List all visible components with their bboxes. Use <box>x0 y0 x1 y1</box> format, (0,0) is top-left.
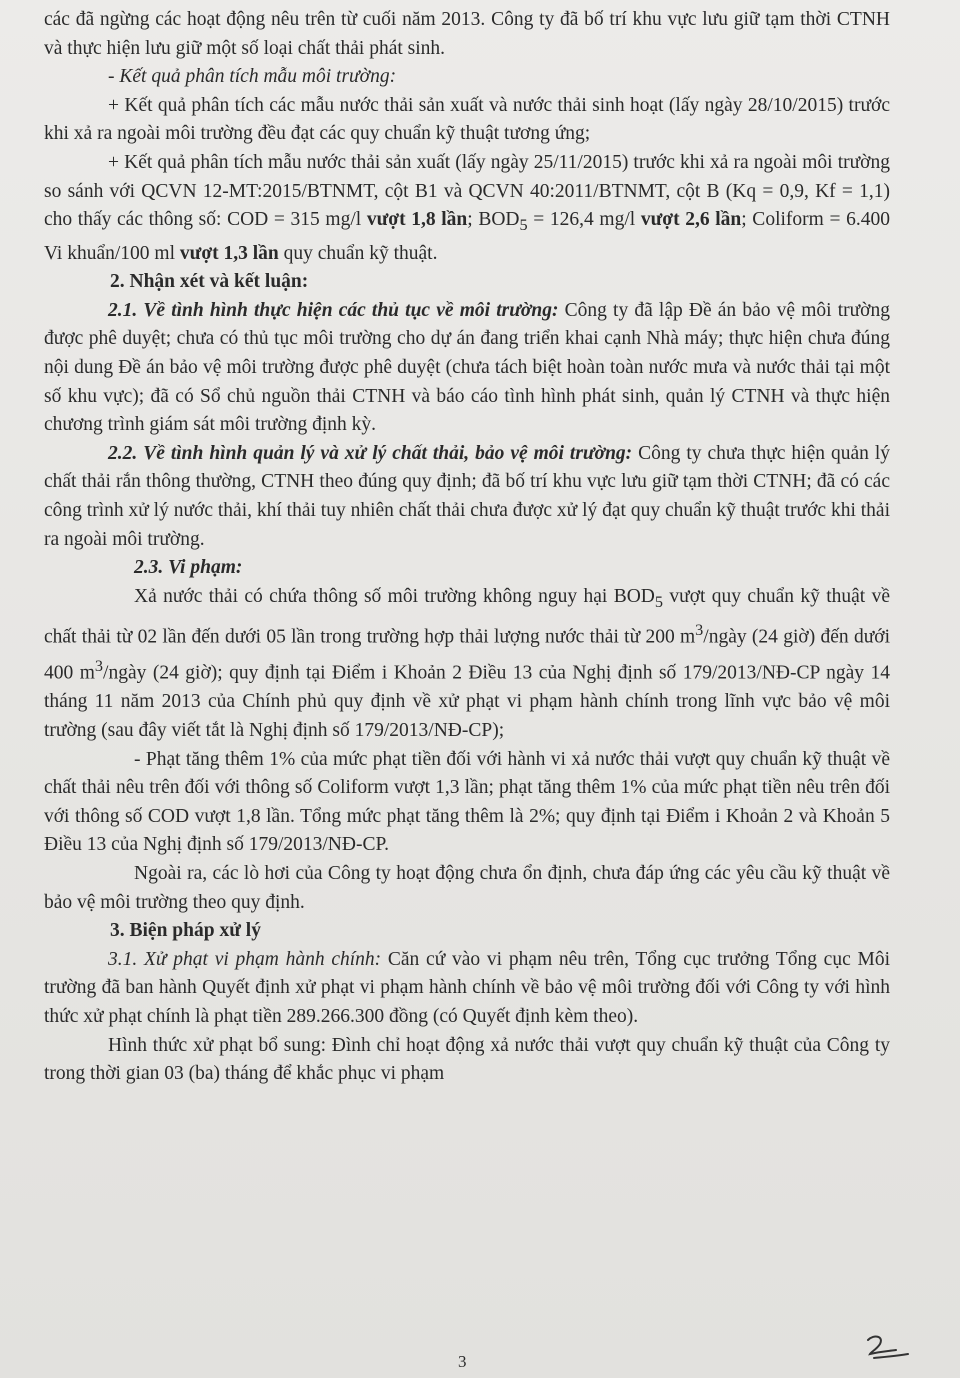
text: /ngày (24 giờ) đến dưới 400 m <box>44 626 890 684</box>
analysis-result-1: + Kết quả phân tích các mẫu nước thải sản xuất và nước thải sinh hoạt (lấy ngày 28/10/2015) trước khi xả ra ngoài môi trường đều đạt các quy chuẩn kỹ thuật tương ứng; <box>44 94 890 145</box>
violation-1 <box>44 583 890 746</box>
subscript: 5 <box>654 592 663 611</box>
superscript: 3 <box>695 621 704 640</box>
violation-3: Ngoài ra, các lò hơi của Công ty hoạt động chưa ổn định, chưa đáp ứng các yêu cầu kỹ thuật về bảo vệ môi trường theo quy định. <box>44 863 890 913</box>
paragraph-intro: các đã ngừng các hoạt động nêu trên từ cuối năm 2013. Công ty đã bố trí khu vực lưu giữ tạm thời CTNH và thực hiện lưu giữ một số loại chất thải phát sinh. <box>44 9 890 59</box>
text: ; Coliform = 6.400 Vi khuẩn/100 ml <box>44 209 890 264</box>
analysis-result-2 <box>44 149 890 268</box>
section-3-1-heading: 3.1. Xử phạt vi phạm hành chính: <box>108 948 382 970</box>
text: ; BOD <box>467 209 520 231</box>
superscript: 3 <box>94 657 104 676</box>
section-2-1 <box>44 297 890 440</box>
initials-signature <box>862 1330 912 1366</box>
text: /ngày (24 giờ); quy định tại Điểm i Khoản 2 Điều 13 của Nghị định số 179/2013/NĐ-CP ngày 14 tháng 11 năm 2013 của Chính phủ quy định về xử phạt vi phạm hành chính trong lĩnh vực bảo vệ môi trường (sau đây viết tắt là Nghị định số 179/2013/NĐ-CP); <box>44 662 891 742</box>
section-3-heading: 3. Biện pháp xử lý <box>110 920 261 942</box>
section-3-1-text: Căn cứ vào vi phạm nêu trên, Tổng cục trưởng Tổng cục Môi trường đã ban hành Quyết định xử phạt vi phạm hành chính về bảo vệ môi trường đối với Công ty với hình thức xử phạt chính là phạt tiền 289.266.300 đồng (có Quyết định kèm theo). <box>44 948 890 1027</box>
text-bold: vượt 1,8 lần <box>366 209 468 231</box>
text: + Kết quả phân tích mẫu nước thải sản xuất (lấy ngày 25/11/2015) trước khi xả ra ngoài môi trường so sánh với QCVN 12-MT:2015/BTNMT, cột B1 và QCVN 40:2011/BTNMT, cột B (Kq = 0,9, Kf = 1,1) cho thấy các thông số: COD = 315 mg/l <box>44 151 890 231</box>
text: vượt quy chuẩn kỹ thuật về chất thải từ 02 lần đến dưới 05 lần trong trường hợp thải lượng nước thải từ 200 m <box>44 585 890 648</box>
text: = 126,4 mg/l <box>527 209 641 231</box>
section-2-3-heading: 2.3. Vi phạm: <box>134 557 243 579</box>
analysis-results-heading: - Kết quả phân tích mẫu môi trường: <box>108 66 397 88</box>
section-2-2-text: Công ty chưa thực hiện quản lý chất thải rắn thông thường, CTNH theo đúng quy định; đã bố trí khu vực lưu giữ tạm thời CTNH; đã có các công trình xử lý nước thải, khí thải tuy nhiên chất thải chưa được xử lý đạt quy chuẩn kỹ thuật trước khi thải ra ngoài môi trường. <box>44 442 890 550</box>
text: Xả nước thải có chứa thông số môi trường không nguy hại BOD <box>134 585 655 607</box>
section-2-1-text: Công ty đã lập Đề án bảo vệ môi trường được phê duyệt; chưa có thủ tục môi trường cho dự án đang triển khai cạnh Nhà máy; thực hiện chưa đúng nội dung Đề án bảo vệ môi trường được phê duyệt (chưa tách biệt hoàn toàn nước mưa và nước thải tại một số khu vực); đã có Sổ chủ nguồn thải CTNH và báo cáo tình hình phát sinh, quản lý CTNH và thực hiện chương trình giám sát môi trường định kỳ. <box>44 299 890 436</box>
page-number: 3 <box>458 1352 467 1371</box>
text-bold: vượt 2,6 lần <box>640 209 742 231</box>
section-2-1-heading: 2.1. Về tình hình thực hiện các thủ tục về môi trường: <box>108 299 559 321</box>
section-2-2 <box>44 440 890 554</box>
section-3-1 <box>44 946 890 1032</box>
section-2-heading: 2. Nhận xét và kết luận: <box>110 271 309 293</box>
section-3-2: Hình thức xử phạt bổ sung: Đình chỉ hoạt động xả nước thải vượt quy chuẩn kỹ thuật của Công ty trong thời gian 03 (ba) tháng để khắc phục vi phạm <box>44 1034 890 1085</box>
text: quy chuẩn kỹ thuật. <box>278 242 438 264</box>
section-2-2-heading: 2.2. Về tình hình quản lý và xử lý chất thải, bảo vệ môi trường: <box>108 442 633 464</box>
text-bold: vượt 1,3 lần <box>179 242 279 264</box>
violation-2: - Phạt tăng thêm 1% của mức phạt tiền đối với hành vi xả nước thải vượt quy chuẩn kỹ thuật về chất thải nêu trên đối với thông số Coliform vượt 1,3 lần; phạt tăng thêm 1% của mức phạt tiền nêu trên đối với thông số COD vượt 1,8 lần. Tổng mức phạt tăng thêm là 2%; quy định tại Điểm i Khoản 2 và Khoản 5 Điều 13 của Nghị định số 179/2013/NĐ-CP. <box>44 748 890 856</box>
subscript: 5 <box>519 216 528 235</box>
